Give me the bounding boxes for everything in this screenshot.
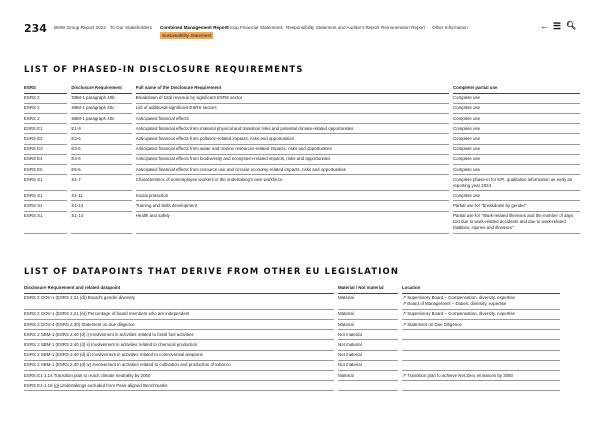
col-header-location: Location: [402, 283, 560, 294]
external-link-icon: ↗: [402, 372, 407, 379]
table-row: [24, 165, 580, 175]
back-arrow-icon[interactable]: ←: [540, 21, 549, 31]
table-row: [24, 351, 560, 361]
cell-use: Complete use: [453, 134, 580, 144]
nav-group-financial-statements[interactable]: Group Financial Statements: [226, 25, 283, 30]
cell-use: Complete use: [453, 104, 580, 114]
table-row: [24, 330, 560, 340]
phased-in-table: [20, 83, 584, 234]
cell-datapoint: ESRS 2 GOV-1 (ESRS 2.21 (d)) Board's gender diversity: [24, 294, 334, 310]
datapoints-title: LIST OF DATAPOINTS THAT DERIVE FROM OTHER EU LEGISLATION: [24, 266, 400, 276]
cell-disclosure-requirement: E2-6: [71, 134, 131, 144]
cell-esrs: ESRS E3: [24, 145, 67, 155]
cell-full-name: Anticipated financial effects from water and marine resources-related impacts, risks and opportunities: [136, 145, 449, 155]
cell-esrs: ESRS E2: [24, 134, 67, 144]
location-link[interactable]: [402, 301, 560, 307]
cell-material: [338, 381, 398, 391]
cell-material: Material: [338, 371, 398, 381]
cell-location: [402, 310, 560, 320]
cell-location: [402, 381, 560, 391]
cell-use: Complete use: [453, 165, 580, 175]
cell-material: Not material: [338, 330, 398, 340]
cell-datapoint: ESRS 2 GOV-4 (ESRS 2.30) Statement on due diligence: [24, 320, 334, 330]
cell-material: Material: [338, 320, 398, 330]
nav-other-information[interactable]: Other Information: [432, 25, 468, 30]
location-link[interactable]: [402, 311, 560, 317]
cell-disclosure-requirement: S1-14: [71, 212, 131, 234]
table-row: [24, 320, 560, 330]
menu-icon[interactable]: ☰: [553, 21, 562, 31]
cell-esrs: ESRS S1: [24, 201, 67, 211]
cell-datapoint: ESRS E1-1.16 (g) Undertakings excluded from Paris-aligned Benchmarks: [24, 381, 334, 391]
cell-disclosure-requirement: SBM-1 paragraph 40b: [71, 94, 131, 104]
col-header-esrs: ESRS: [24, 83, 67, 94]
cell-datapoint: ESRS E1-1.14 Transition plan to reach climate neutrality by 2050: [24, 371, 334, 381]
cell-full-name: Anticipated financial effects from material physical and transition risks and potential climate-related opportunities: [136, 124, 449, 134]
table-row: [24, 191, 580, 201]
cell-datapoint: ESRS 2 SBM-1 (ESRS 2.40 (d) iii) Involvement in activities related to controversial weapons: [24, 351, 334, 361]
cell-full-name: Anticipated financial effects from resource use and circular economy-related impacts, risks and opportunities: [136, 165, 449, 175]
cell-disclosure-requirement: S1-7: [71, 175, 131, 191]
cell-material: Material: [338, 310, 398, 320]
cell-disclosure-requirement: E1-9: [71, 124, 131, 134]
location-link-label: Supervisory Board – Compensation, diversity, expertise: [407, 295, 515, 301]
cell-full-name: Anticipated financial effects from pollution-related impacts, risks and opportunities: [136, 134, 449, 144]
cell-full-name: Social protection: [136, 191, 449, 201]
col-header-datapoint: Disclosure Requirement and related datapoint: [24, 283, 334, 294]
location-link[interactable]: [402, 322, 560, 328]
cell-location: [402, 361, 560, 371]
cell-use: Complete use: [453, 114, 580, 124]
location-link-label: Transition plan to achieve Net Zero emissions by 2050: [407, 372, 513, 378]
cell-full-name: List of additional significant ESRS sectors: [136, 104, 449, 114]
cell-use: Complete use: [453, 145, 580, 155]
cell-location: [402, 320, 560, 330]
search-icon[interactable]: 🔍︎: [566, 21, 577, 30]
page-number: 234: [24, 22, 47, 35]
table-row: [24, 371, 560, 381]
cell-esrs: ESRS E4: [24, 155, 67, 165]
nav-responsibility-statement[interactable]: Responsibility Statement and Auditor's Report: [286, 25, 380, 30]
cell-full-name: Training and skills development: [136, 201, 449, 211]
table-row: [24, 175, 580, 191]
cell-location: [402, 351, 560, 361]
table-row: [24, 155, 580, 165]
nav-combined-management-report[interactable]: Combined Management Report: [160, 25, 228, 30]
cell-location: [402, 371, 560, 381]
cell-use: Complete use: [453, 124, 580, 134]
cell-esrs: ESRS 2: [24, 94, 67, 104]
table-header-row: [24, 83, 580, 94]
location-link-label: Board of Management – Duties, diversity, expertise: [407, 301, 507, 307]
cell-datapoint: ESRS 2 SBM-1 (ESRS 2.40 (d) ii) Involvement in activities related to chemical production: [24, 340, 334, 350]
cell-full-name: Characteristics of nonemployee workers in the undertaking's own workforce: [136, 175, 449, 191]
table-row: [24, 340, 560, 350]
cell-disclosure-requirement: E3-5: [71, 145, 131, 155]
external-link-icon: ↗: [402, 301, 407, 308]
cell-use: Partial use for "Work-related illnesses and the number of days lost due to work-related accidents and due to work-related fatalities, injuries and illnesses": [453, 212, 580, 234]
col-header-full-name: Full name of the Disclosure Requirement: [136, 83, 449, 94]
cell-location: [402, 340, 560, 350]
table-row: [24, 104, 580, 114]
cell-disclosure-requirement: S1-11: [71, 191, 131, 201]
table-row: [24, 134, 580, 144]
cell-use: Complete use: [453, 94, 580, 104]
cell-full-name: Anticipated financial effects: [136, 114, 449, 124]
cell-disclosure-requirement: SBM-1 paragraph 40c: [71, 104, 131, 114]
cell-location: [402, 330, 560, 340]
table-header-row: [24, 283, 560, 294]
cell-use: Partial use for "breakdown by gender": [453, 201, 580, 211]
cell-disclosure-requirement: E4-6: [71, 155, 131, 165]
table-row: [24, 294, 560, 310]
col-header-material: Material / Not material: [338, 283, 398, 294]
cell-datapoint: ESRS 2 SBM-1 (ESRS 2.40 (d) i) Involvement in activities related to fossil fuel activities: [24, 330, 334, 340]
external-link-icon: ↗: [402, 295, 407, 302]
table-row: [24, 212, 580, 234]
cell-location: [402, 294, 560, 310]
location-link-label: Supervisory Board – Compensation, diversity, expertise: [407, 311, 515, 317]
cell-esrs: ESRS S1: [24, 212, 67, 234]
cell-esrs: ESRS 2: [24, 104, 67, 114]
nav-sustainability-statement[interactable]: Sustainability Statement: [162, 33, 212, 38]
cell-disclosure-requirement: SBM-1 paragraph 40e: [71, 114, 131, 124]
col-header-disclosure-requirement: Disclosure Requirement: [71, 83, 131, 94]
cell-material: Material: [338, 294, 398, 310]
table-row: [24, 124, 580, 134]
external-link-icon: ↗: [402, 321, 407, 328]
datapoints-table: [20, 283, 564, 391]
cell-material: Not material: [338, 351, 398, 361]
location-link-label: Statement on Due Diligence: [407, 321, 462, 327]
cell-full-name: Breakdown of total revenue by significant ESRS sector: [136, 94, 449, 104]
table-row: [24, 361, 560, 371]
top-navigation: [0, 0, 600, 45]
table-row: [24, 145, 580, 155]
nav-bmw-group-report[interactable]: BMW Group Report 2024: [54, 25, 106, 30]
cell-material: Not material: [338, 361, 398, 371]
cell-esrs: ESRS E1: [24, 124, 67, 134]
cell-full-name: Health and safety: [136, 212, 449, 234]
table-row: [24, 310, 560, 320]
col-header-use: Complete/ partial use: [453, 83, 580, 94]
table-row: [24, 381, 560, 391]
cell-use: Complete phase-in for KPI, qualitative information as early as reporting year 2024.: [453, 175, 580, 191]
nav-remuneration-report[interactable]: Remuneration Report: [381, 25, 425, 30]
cell-esrs: ESRS E5: [24, 165, 67, 175]
location-link[interactable]: [402, 373, 560, 379]
cell-material: Not material: [338, 340, 398, 350]
cell-full-name: Anticipated financial effects from biodiversity and ecosystem-related impacts, risks and opportunities: [136, 155, 449, 165]
cell-use: Complete use: [453, 155, 580, 165]
table-row: [24, 201, 580, 211]
external-link-icon: ↗: [402, 311, 407, 318]
table-row: [24, 94, 580, 104]
cell-disclosure-requirement: S1-13: [71, 201, 131, 211]
cell-disclosure-requirement: E5-6: [71, 165, 131, 175]
cell-use: Complete use: [453, 191, 580, 201]
cell-esrs: ESRS S1: [24, 175, 67, 191]
cell-esrs: ESRS S1: [24, 191, 67, 201]
cell-datapoint: ESRS 2 GOV-1 (ESRS 2.21 (e)) Percentage of board members who are independent: [24, 310, 334, 320]
table-row: [24, 114, 580, 124]
nav-to-our-stakeholders[interactable]: To Our Stakeholders: [110, 25, 152, 30]
phased-in-title: LIST OF PHASED-IN DISCLOSURE REQUIREMENTS: [24, 64, 304, 74]
cell-datapoint: ESRS 2 SBM-1 (ESRS 2.40 (d) iv) Involvement in activities related to cultivation and production of tobacco: [24, 361, 334, 371]
cell-esrs: ESRS 2: [24, 114, 67, 124]
